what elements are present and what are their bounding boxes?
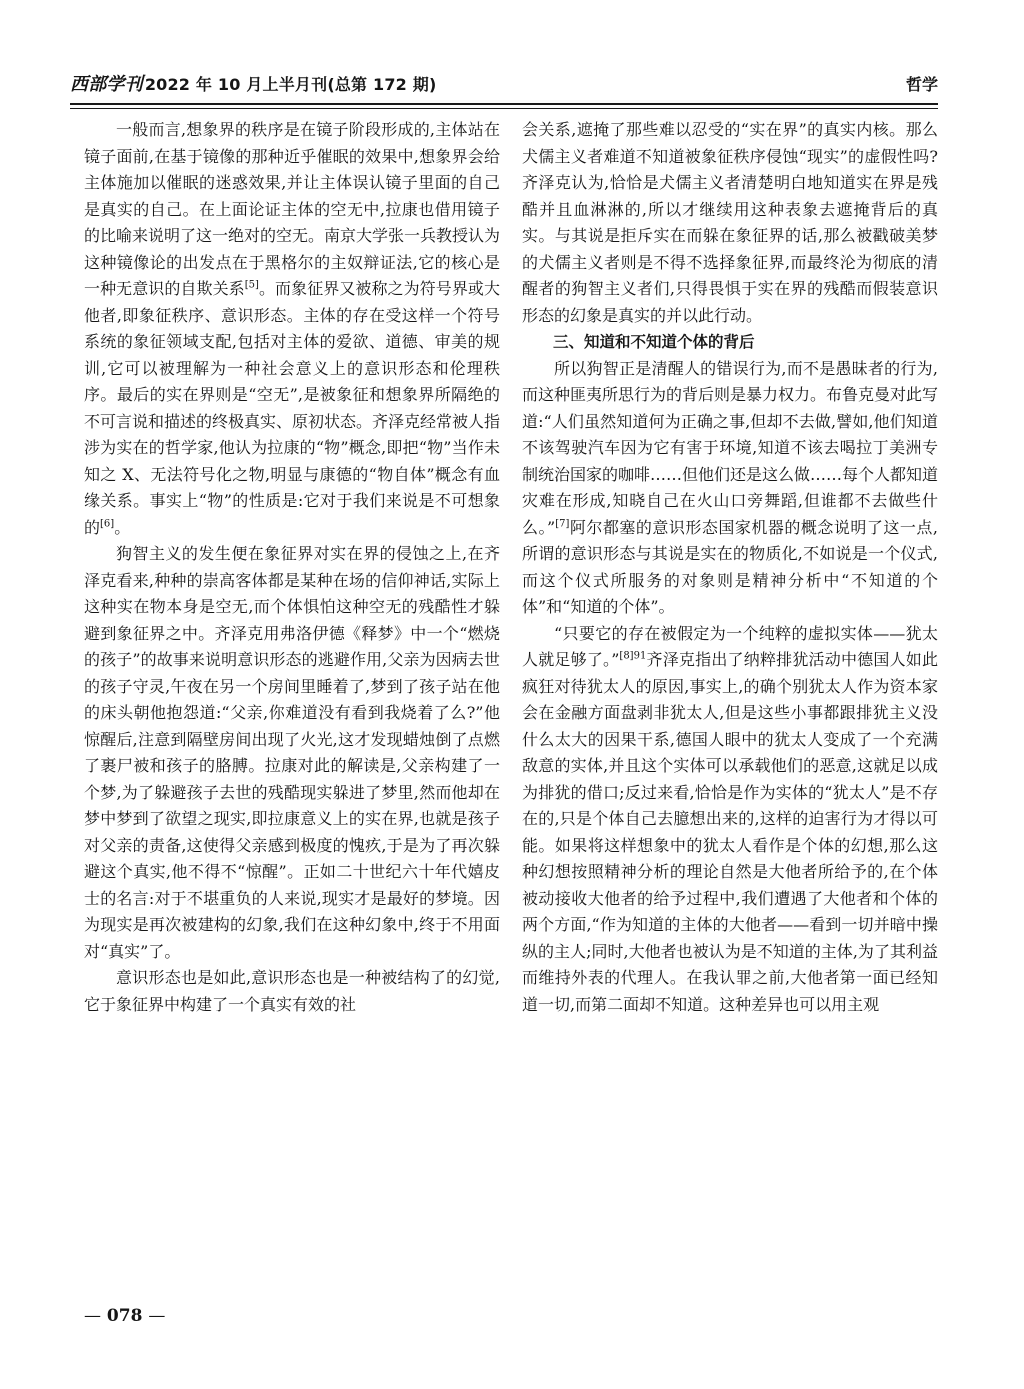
- citation-ref: [8]91: [619, 650, 647, 662]
- citation-ref: [6]: [100, 518, 115, 530]
- paragraph: 意识形态也是如此,意识形态也是一种被结构了的幻觉,它于象征界中构建了一个真实有效的社: [84, 968, 500, 1014]
- paragraph-continued: 会关系,遮掩了那些难以忍受的“实在界”的真实内核。那么犬儒主义者难道不知道被象征秩序侵蚀“现实”的虚假性吗?齐泽克认为,恰恰是犬儒主义者清楚明白地知道实在界是残酷并且血淋淋的,所以才继续用这种表象去遮掩背后的真实。与其说是拒斥实在而躲在象征界的话,那么被戳破美梦的犬儒主义者则是不得不选择象征界,而最终沦为彻底的清醒者的狗智主义者们,只得畏惧于实在界的残酷而假装意识形态的幻象是真实的并以此行动。: [522, 120, 938, 325]
- right-column: [522, 117, 938, 1292]
- header-rule-thin: [70, 108, 938, 109]
- paragraph-text: “只要它的存在被假定为一个纯粹的虚拟实体——犹太人就足够了。”: [522, 623, 938, 669]
- journal-logo: 西部学刊: [70, 74, 143, 95]
- paragraph: 狗智主义的发生便在象征界对实在界的侵蚀之上,在齐泽克看来,种种的崇高客体都是某种在场的信仰神话,实际上这种实在物本身是空无,而个体惧怕这种空无的残酷性才躲避到象征界之中。齐泽克用弗洛伊德《释梦》中一个“燃烧的孩子”的故事来说明意识形态的逃避作用,父亲为因病去世的孩子守灵,午夜在另一个房间里睡着了,梦到了孩子站在他的床头朝他抱怨道:“父亲,你难道没有看到我烧着了么?”他惊醒后,注意到隔壁房间出现了火光,这才发现蜡烛倒了点燃了裹尸被和孩子的胳膊。拉康对此的解读是,父亲构建了一个梦,为了躲避孩子去世的残酷现实躲进了梦里,然而他却在梦中梦到了欲望之现实,即拉康意义上的实在界,也就是孩子对父亲的责备,这使得父亲感到极度的愧疚,于是为了再次躲避这个真实,他不得不“惊醒”。正如二十世纪六十年代嬉皮士的名言:对于不堪重负的人来说,现实才是最好的梦境。因为现实是再次被建构的幻象,我们在这种幻象中,终于不用面对“真实”了。: [84, 544, 500, 961]
- issue-label: 2022 年 10 月上半月刊(总第 172 期): [144, 75, 437, 94]
- running-header: [70, 72, 938, 98]
- paragraph-text: 一般而言,想象界的秩序是在镜子阶段形成的,主体站在镜子面前,在基于镜像的那种近乎催眠的效果中,想象界会给主体施加以催眠的迷惑效果,并让主体误认镜子里面的自己是真实的自己。在上面论证主体的空无中,拉康也借用镜子的比喻来说明了这一绝对的空无。南京大学张一兵教授认为这种镜像论的出发点在于黑格尔的主奴辩证法,它的核心是一种无意识的自欺关系: [84, 120, 500, 298]
- section-label: 哲学: [905, 75, 938, 94]
- footer-dash-right: —: [148, 1306, 166, 1326]
- section-heading: 三、知道和不知道个体的背后: [553, 333, 755, 351]
- paragraph-text: 。而象征界又被称之为符号界或大他者,即象征秩序、意识形态。主体的存在受这样一个符号系统的象征领域支配,包括对主体的爱欲、道德、审美的规训,它可以被理解为一种社会意义上的意识形态和伦理秩序。最后的实在界则是“空无”,是被象征和想象界所隔绝的不可言说和描述的终极真实、原初状态。齐泽克经常被人指涉为实在的哲学家,他认为拉康的“物”概念,即把“物”当作未知之 X、无法符号化之物,明显与康德的“物自体”概念有血缘关系。事实上“物”的性质是:它对于我们来说是不可想象的: [84, 279, 500, 537]
- page-footer: [84, 1303, 165, 1329]
- journal-issue-line: [70, 72, 437, 98]
- paragraph-text: 所以狗智正是清醒人的错误行为,而不是愚昧者的行为,而这种匪夷所思行为的背后则是暴力权力。布鲁克曼对此写道:“人们虽然知道何为正确之事,但却不去做,譬如,他们知道不该驾驶汽车因为它有害于环境,知道不该去喝拉丁美洲专制统治国家的咖啡……但他们还是这么做……每个人都知道灾难在形成,知晓自己在火山口旁舞蹈,但谁都不去做些什么。”: [522, 358, 938, 537]
- citation-ref: [7]: [555, 518, 570, 530]
- paragraph-text: 阿尔都塞的意识形态国家机器的概念说明了这一点,所谓的意识形态与其说是实在的物质化,不如说是一个仪式,而这个仪式所服务的对象则是精神分析中“不知道的个体”和“知道的个体”。: [522, 517, 938, 616]
- paragraph: [522, 356, 938, 621]
- header-rule-thick: [70, 103, 938, 105]
- paragraph: [84, 117, 500, 541]
- footer-dash-left: —: [84, 1306, 101, 1326]
- paragraph-text: 齐泽克指出了纳粹排犹活动中德国人如此疯狂对待犹太人的原因,事实上,的确个别犹太人作为资本家会在金融方面盘剥非犹太人,但是这些小事都跟排犹主义没什么太大的因果干系,德国人眼中的犹太人变成了一个充满敌意的实体,并且这个实体可以承载他们的恶意,这就足以成为排犹的借口;反过来看,恰恰是作为实体的“犹太人”是不存在的,只是个体自己去臆想出来的,这样的迫害行为才得以可能。如果将这样想象中的犹太人看作是个体的幻想,那么这种幻想按照精神分析的理论自然是大他者所给予的,在个体被动接收大他者的给予过程中,我们遭遇了大他者和个体的两个方面,“作为知道的主体的大他者——看到一切并暗中操纵的主人;同时,大他者也被认为是不知道的主体,为了其利益而维持外表的代理人。在我认罪之前,大他者第一面已经知道一切,而第二面却不知道。这种差异也可以用主观: [522, 650, 938, 1014]
- citation-ref: [5]: [244, 279, 259, 291]
- paragraph: [522, 621, 938, 1019]
- left-column: [84, 117, 500, 1292]
- page-number: 078: [106, 1306, 143, 1326]
- paragraph-text: 。: [114, 517, 131, 537]
